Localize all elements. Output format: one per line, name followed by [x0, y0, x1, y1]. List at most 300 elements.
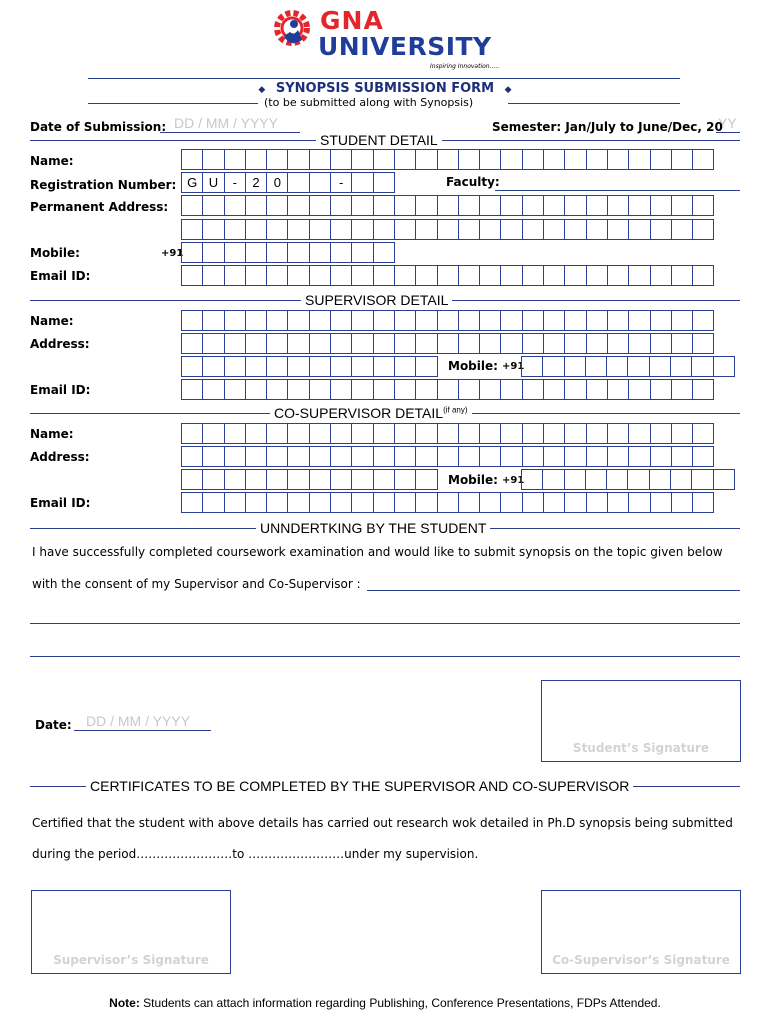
char-box[interactable]: [564, 446, 586, 467]
char-box[interactable]: [628, 149, 650, 170]
char-box[interactable]: [479, 265, 501, 286]
char-box[interactable]: [586, 149, 608, 170]
char-box[interactable]: [500, 195, 522, 216]
char-box[interactable]: [394, 149, 416, 170]
permanent-address-boxes-2[interactable]: [181, 219, 713, 241]
char-box[interactable]: [330, 242, 352, 263]
char-box[interactable]: [692, 219, 714, 240]
char-box[interactable]: [607, 492, 629, 513]
char-box[interactable]: [543, 379, 565, 400]
char-box[interactable]: [415, 265, 437, 286]
char-box[interactable]: [373, 149, 395, 170]
char-box[interactable]: [202, 469, 224, 490]
char-box[interactable]: [309, 423, 331, 444]
char-box[interactable]: [607, 446, 629, 467]
char-box[interactable]: [309, 379, 331, 400]
semester-year-field[interactable]: [716, 118, 740, 133]
registration-char-box[interactable]: 2: [245, 172, 267, 193]
char-box[interactable]: [245, 469, 267, 490]
char-box[interactable]: [309, 469, 331, 490]
registration-char-box[interactable]: -: [224, 172, 246, 193]
char-box[interactable]: [415, 379, 437, 400]
registration-char-box[interactable]: U: [202, 172, 224, 193]
char-box[interactable]: [245, 423, 267, 444]
char-box[interactable]: [373, 356, 395, 377]
char-box[interactable]: [522, 446, 544, 467]
char-box[interactable]: [202, 446, 224, 467]
char-box[interactable]: [500, 379, 522, 400]
char-box[interactable]: [671, 265, 693, 286]
char-box[interactable]: [181, 469, 203, 490]
char-box[interactable]: [224, 242, 246, 263]
char-box[interactable]: [437, 265, 459, 286]
char-box[interactable]: [437, 195, 459, 216]
student-signature-box[interactable]: [541, 680, 741, 762]
char-box[interactable]: [224, 469, 246, 490]
char-box[interactable]: [202, 333, 224, 354]
char-box[interactable]: [351, 379, 373, 400]
char-box[interactable]: [373, 469, 395, 490]
char-box[interactable]: [564, 469, 586, 490]
char-box[interactable]: [266, 242, 288, 263]
char-box[interactable]: [650, 149, 672, 170]
synopsis-topic-field-2[interactable]: [30, 623, 740, 624]
char-box[interactable]: [522, 423, 544, 444]
synopsis-topic-field-3[interactable]: [30, 656, 740, 657]
char-box[interactable]: [586, 333, 608, 354]
char-box[interactable]: [692, 423, 714, 444]
char-box[interactable]: [394, 265, 416, 286]
registration-char-box[interactable]: [373, 172, 395, 193]
char-box[interactable]: [351, 469, 373, 490]
char-box[interactable]: [671, 333, 693, 354]
char-box[interactable]: [564, 219, 586, 240]
char-box[interactable]: [607, 333, 629, 354]
char-box[interactable]: [181, 356, 203, 377]
char-box[interactable]: [650, 446, 672, 467]
char-box[interactable]: [245, 265, 267, 286]
char-box[interactable]: [479, 195, 501, 216]
char-box[interactable]: [628, 492, 650, 513]
char-box[interactable]: [373, 379, 395, 400]
char-box[interactable]: [287, 195, 309, 216]
char-box[interactable]: [671, 446, 693, 467]
char-box[interactable]: [586, 492, 608, 513]
char-box[interactable]: [522, 149, 544, 170]
char-box[interactable]: [649, 469, 671, 490]
char-box[interactable]: [224, 333, 246, 354]
char-box[interactable]: [351, 219, 373, 240]
student-email-boxes[interactable]: [181, 265, 713, 287]
char-box[interactable]: [266, 265, 288, 286]
char-box[interactable]: [373, 310, 395, 331]
char-box[interactable]: [650, 492, 672, 513]
char-box[interactable]: [287, 149, 309, 170]
char-box[interactable]: [394, 219, 416, 240]
char-box[interactable]: [287, 242, 309, 263]
char-box[interactable]: [692, 379, 714, 400]
char-box[interactable]: [266, 310, 288, 331]
char-box[interactable]: [202, 310, 224, 331]
char-box[interactable]: [202, 195, 224, 216]
char-box[interactable]: [692, 195, 714, 216]
char-box[interactable]: [606, 469, 628, 490]
student-mobile-boxes[interactable]: [181, 242, 394, 264]
char-box[interactable]: [181, 492, 203, 513]
char-box[interactable]: [627, 469, 649, 490]
char-box[interactable]: [287, 219, 309, 240]
char-box[interactable]: [628, 310, 650, 331]
char-box[interactable]: [245, 195, 267, 216]
char-box[interactable]: [671, 195, 693, 216]
char-box[interactable]: [522, 195, 544, 216]
registration-char-box[interactable]: [287, 172, 309, 193]
char-box[interactable]: [309, 195, 331, 216]
char-box[interactable]: [586, 195, 608, 216]
char-box[interactable]: [458, 310, 480, 331]
char-box[interactable]: [266, 149, 288, 170]
char-box[interactable]: [542, 469, 564, 490]
char-box[interactable]: [181, 149, 203, 170]
char-box[interactable]: [287, 379, 309, 400]
char-box[interactable]: [606, 356, 628, 377]
char-box[interactable]: [181, 265, 203, 286]
char-box[interactable]: [607, 310, 629, 331]
char-box[interactable]: [607, 149, 629, 170]
char-box[interactable]: [373, 195, 395, 216]
char-box[interactable]: [266, 423, 288, 444]
char-box[interactable]: [373, 333, 395, 354]
char-box[interactable]: [458, 265, 480, 286]
char-box[interactable]: [202, 265, 224, 286]
char-box[interactable]: [394, 379, 416, 400]
char-box[interactable]: [224, 195, 246, 216]
char-box[interactable]: [628, 423, 650, 444]
char-box[interactable]: [500, 310, 522, 331]
char-box[interactable]: [330, 195, 352, 216]
char-box[interactable]: [437, 333, 459, 354]
char-box[interactable]: [500, 446, 522, 467]
char-box[interactable]: [692, 149, 714, 170]
char-box[interactable]: [500, 149, 522, 170]
char-box[interactable]: [692, 446, 714, 467]
char-box[interactable]: [671, 379, 693, 400]
char-box[interactable]: [458, 333, 480, 354]
char-box[interactable]: [415, 333, 437, 354]
char-box[interactable]: [479, 492, 501, 513]
char-box[interactable]: [224, 219, 246, 240]
char-box[interactable]: [309, 333, 331, 354]
char-box[interactable]: [224, 423, 246, 444]
char-box[interactable]: [181, 310, 203, 331]
char-box[interactable]: [287, 492, 309, 513]
char-box[interactable]: [330, 423, 352, 444]
char-box[interactable]: [394, 195, 416, 216]
char-box[interactable]: [415, 492, 437, 513]
char-box[interactable]: [245, 242, 267, 263]
cosupervisor-signature-box[interactable]: [541, 890, 741, 974]
char-box[interactable]: [500, 219, 522, 240]
supervisor-signature-box[interactable]: [31, 890, 231, 974]
char-box[interactable]: [479, 333, 501, 354]
char-box[interactable]: [458, 423, 480, 444]
char-box[interactable]: [373, 219, 395, 240]
char-box[interactable]: [330, 149, 352, 170]
char-box[interactable]: [437, 379, 459, 400]
registration-char-box[interactable]: [351, 172, 373, 193]
synopsis-topic-field-1[interactable]: [367, 576, 740, 591]
char-box[interactable]: [287, 333, 309, 354]
char-box[interactable]: [415, 310, 437, 331]
char-box[interactable]: [309, 265, 331, 286]
char-box[interactable]: [224, 356, 246, 377]
char-box[interactable]: [351, 195, 373, 216]
char-box[interactable]: [479, 219, 501, 240]
char-box[interactable]: [458, 446, 480, 467]
char-box[interactable]: [564, 379, 586, 400]
char-box[interactable]: [521, 469, 543, 490]
char-box[interactable]: [627, 356, 649, 377]
char-box[interactable]: [607, 195, 629, 216]
char-box[interactable]: [373, 423, 395, 444]
char-box[interactable]: [458, 195, 480, 216]
char-box[interactable]: [713, 356, 735, 377]
char-box[interactable]: [650, 265, 672, 286]
char-box[interactable]: [543, 195, 565, 216]
char-box[interactable]: [522, 219, 544, 240]
supervisor-name-boxes[interactable]: [181, 310, 713, 332]
char-box[interactable]: [671, 423, 693, 444]
supervisor-email-boxes[interactable]: [181, 379, 713, 401]
char-box[interactable]: [713, 469, 735, 490]
char-box[interactable]: [650, 310, 672, 331]
char-box[interactable]: [330, 333, 352, 354]
char-box[interactable]: [202, 492, 224, 513]
char-box[interactable]: [543, 333, 565, 354]
char-box[interactable]: [224, 310, 246, 331]
char-box[interactable]: [224, 492, 246, 513]
char-box[interactable]: [586, 446, 608, 467]
char-box[interactable]: [373, 242, 395, 263]
char-box[interactable]: [202, 219, 224, 240]
char-box[interactable]: [564, 310, 586, 331]
char-box[interactable]: [500, 492, 522, 513]
char-box[interactable]: [330, 219, 352, 240]
char-box[interactable]: [670, 356, 692, 377]
char-box[interactable]: [415, 423, 437, 444]
char-box[interactable]: [330, 492, 352, 513]
char-box[interactable]: [330, 379, 352, 400]
char-box[interactable]: [521, 356, 543, 377]
char-box[interactable]: [692, 265, 714, 286]
char-box[interactable]: [564, 492, 586, 513]
char-box[interactable]: [181, 242, 203, 263]
char-box[interactable]: [437, 423, 459, 444]
char-box[interactable]: [671, 149, 693, 170]
char-box[interactable]: [415, 469, 437, 490]
registration-char-box[interactable]: G: [181, 172, 203, 193]
char-box[interactable]: [564, 333, 586, 354]
char-box[interactable]: [309, 242, 331, 263]
char-box[interactable]: [564, 265, 586, 286]
cosupervisor-address-boxes-2[interactable]: [181, 469, 437, 491]
char-box[interactable]: [437, 149, 459, 170]
char-box[interactable]: [245, 446, 267, 467]
char-box[interactable]: [245, 333, 267, 354]
char-box[interactable]: [202, 242, 224, 263]
char-box[interactable]: [670, 469, 692, 490]
char-box[interactable]: [330, 469, 352, 490]
cosupervisor-mobile-boxes[interactable]: [521, 469, 734, 491]
char-box[interactable]: [585, 469, 607, 490]
char-box[interactable]: [330, 265, 352, 286]
char-box[interactable]: [266, 446, 288, 467]
char-box[interactable]: [330, 446, 352, 467]
char-box[interactable]: [202, 379, 224, 400]
char-box[interactable]: [181, 219, 203, 240]
char-box[interactable]: [181, 333, 203, 354]
char-box[interactable]: [586, 379, 608, 400]
char-box[interactable]: [394, 310, 416, 331]
char-box[interactable]: [415, 219, 437, 240]
char-box[interactable]: [330, 356, 352, 377]
cosupervisor-name-boxes[interactable]: [181, 423, 713, 445]
char-box[interactable]: [287, 356, 309, 377]
permanent-address-boxes-1[interactable]: [181, 195, 713, 217]
registration-number-boxes[interactable]: [181, 172, 394, 194]
char-box[interactable]: [202, 356, 224, 377]
char-box[interactable]: [586, 310, 608, 331]
char-box[interactable]: [479, 310, 501, 331]
char-box[interactable]: [351, 356, 373, 377]
cosupervisor-email-boxes[interactable]: [181, 492, 713, 514]
cosupervisor-address-boxes-1[interactable]: [181, 446, 713, 468]
char-box[interactable]: [373, 492, 395, 513]
char-box[interactable]: [394, 423, 416, 444]
char-box[interactable]: [522, 265, 544, 286]
char-box[interactable]: [500, 423, 522, 444]
char-box[interactable]: [437, 310, 459, 331]
char-box[interactable]: [650, 333, 672, 354]
char-box[interactable]: [522, 310, 544, 331]
char-box[interactable]: [415, 356, 437, 377]
char-box[interactable]: [224, 149, 246, 170]
char-box[interactable]: [458, 379, 480, 400]
char-box[interactable]: [287, 265, 309, 286]
char-box[interactable]: [266, 219, 288, 240]
char-box[interactable]: [607, 219, 629, 240]
char-box[interactable]: [245, 310, 267, 331]
char-box[interactable]: [650, 219, 672, 240]
char-box[interactable]: [415, 195, 437, 216]
char-box[interactable]: [266, 492, 288, 513]
char-box[interactable]: [394, 356, 416, 377]
char-box[interactable]: [266, 356, 288, 377]
char-box[interactable]: [564, 195, 586, 216]
char-box[interactable]: [394, 333, 416, 354]
char-box[interactable]: [266, 379, 288, 400]
char-box[interactable]: [543, 265, 565, 286]
char-box[interactable]: [586, 265, 608, 286]
char-box[interactable]: [628, 265, 650, 286]
char-box[interactable]: [628, 446, 650, 467]
registration-char-box[interactable]: 0: [266, 172, 288, 193]
char-box[interactable]: [245, 149, 267, 170]
char-box[interactable]: [650, 195, 672, 216]
char-box[interactable]: [650, 423, 672, 444]
char-box[interactable]: [309, 356, 331, 377]
char-box[interactable]: [585, 356, 607, 377]
char-box[interactable]: [287, 423, 309, 444]
char-box[interactable]: [522, 333, 544, 354]
char-box[interactable]: [224, 265, 246, 286]
char-box[interactable]: [373, 265, 395, 286]
char-box[interactable]: [543, 219, 565, 240]
char-box[interactable]: [309, 446, 331, 467]
char-box[interactable]: [309, 149, 331, 170]
char-box[interactable]: [564, 356, 586, 377]
char-box[interactable]: [202, 149, 224, 170]
char-box[interactable]: [309, 492, 331, 513]
char-box[interactable]: [351, 446, 373, 467]
char-box[interactable]: [351, 492, 373, 513]
char-box[interactable]: [351, 333, 373, 354]
char-box[interactable]: [628, 195, 650, 216]
char-box[interactable]: [437, 219, 459, 240]
char-box[interactable]: [479, 446, 501, 467]
char-box[interactable]: [309, 310, 331, 331]
supervisor-mobile-boxes[interactable]: [521, 356, 734, 378]
char-box[interactable]: [522, 492, 544, 513]
char-box[interactable]: [628, 379, 650, 400]
char-box[interactable]: [691, 356, 713, 377]
char-box[interactable]: [543, 492, 565, 513]
char-box[interactable]: [542, 356, 564, 377]
char-box[interactable]: [437, 492, 459, 513]
student-name-boxes[interactable]: [181, 149, 713, 171]
faculty-field[interactable]: [495, 176, 740, 191]
char-box[interactable]: [202, 423, 224, 444]
char-box[interactable]: [500, 333, 522, 354]
char-box[interactable]: [181, 446, 203, 467]
char-box[interactable]: [628, 219, 650, 240]
registration-char-box[interactable]: [309, 172, 331, 193]
char-box[interactable]: [351, 423, 373, 444]
char-box[interactable]: [691, 469, 713, 490]
char-box[interactable]: [522, 379, 544, 400]
char-box[interactable]: [500, 265, 522, 286]
char-box[interactable]: [351, 242, 373, 263]
char-box[interactable]: [351, 149, 373, 170]
char-box[interactable]: [692, 492, 714, 513]
char-box[interactable]: [394, 469, 416, 490]
char-box[interactable]: [543, 423, 565, 444]
char-box[interactable]: [351, 265, 373, 286]
char-box[interactable]: [181, 379, 203, 400]
char-box[interactable]: [479, 423, 501, 444]
char-box[interactable]: [607, 423, 629, 444]
char-box[interactable]: [394, 446, 416, 467]
char-box[interactable]: [245, 219, 267, 240]
char-box[interactable]: [415, 446, 437, 467]
char-box[interactable]: [671, 219, 693, 240]
char-box[interactable]: [649, 356, 671, 377]
registration-char-box[interactable]: -: [330, 172, 352, 193]
char-box[interactable]: [586, 219, 608, 240]
char-box[interactable]: [287, 469, 309, 490]
char-box[interactable]: [287, 310, 309, 331]
char-box[interactable]: [458, 219, 480, 240]
